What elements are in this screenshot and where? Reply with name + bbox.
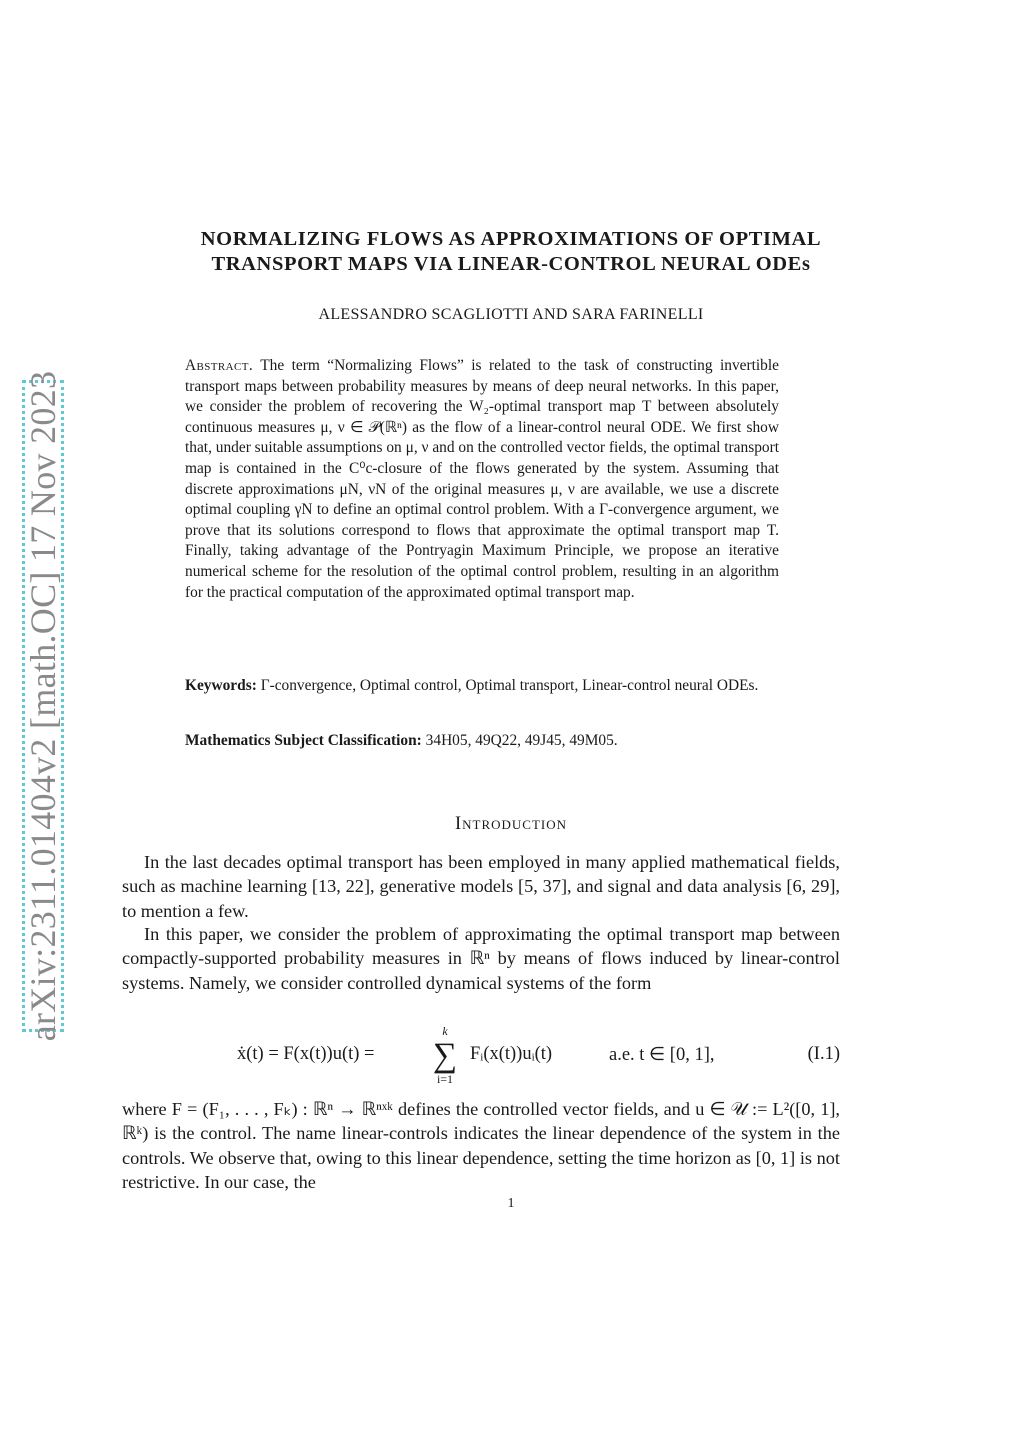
equation-number: (I.1) (807, 1044, 840, 1064)
paper-title (120, 227, 902, 277)
sum-lower-limit: i=1 (436, 1072, 454, 1086)
msc-label: Mathematics Subject Classification: (185, 732, 422, 749)
intro-paragraph-1: In the last decades optimal transport has been employed in many applied mathematical fields, such as machine learning [13, 22], generative models [5, 37], and signal and data analysis [6, 29], to mention a few. (122, 852, 840, 921)
section-title: Introduction (454, 814, 568, 834)
keywords-text: Γ-convergence, Optimal control, Optimal transport, Linear-control neural ODEs. (260, 677, 759, 694)
keywords (185, 676, 779, 697)
title-line-1: NORMALIZING FLOWS AS APPROXIMATIONS OF OPTIMAL (200, 228, 822, 250)
equation-rhs: Fᵢ(x(t))uᵢ(t) (470, 1044, 553, 1064)
keywords-label: Keywords: (185, 677, 257, 694)
page-number: 1 (507, 1196, 515, 1211)
msc-classification (185, 731, 779, 752)
arxiv-identifier[interactable]: arXiv:2311.01404v2 [math.OC] 17 Nov 2023 (23, 370, 63, 1042)
summation (425, 1024, 465, 1087)
sum-symbol: ∑ (432, 1037, 458, 1074)
authors: ALESSANDRO SCAGLIOTTI AND SARA FARINELLI (318, 306, 704, 323)
sum-upper-limit: k (442, 1024, 448, 1038)
equation-condition: a.e. t ∈ [0, 1], (609, 1045, 715, 1065)
title-line-2: TRANSPORT MAPS VIA LINEAR-CONTROL NEURAL ODEs (211, 253, 811, 275)
msc-text: 34H05, 49Q22, 49J45, 49M05. (425, 732, 618, 749)
intro-paragraph-3: where F = (F₁, . . . , Fₖ) : ℝⁿ → ℝⁿˣᵏ defines the controlled vector fields, and u ∈ 𝒰 := L²([0, 1], ℝᵏ) is the control. The name linear-controls indicates the linear dependence of the system in the controls. We observe that, owing to this linear dependence, setting the time horizon as [0, 1] is not restrictive. In our case, the (122, 1099, 840, 1192)
abstract-text: The term “Normalizing Flows” is related to the task of constructing invertible transport maps between probability measures by means of deep neural networks. In this paper, we consider the problem of recovering the W₂-optimal transport map T between absolutely continuous measures μ, ν ∈ 𝒫(ℝⁿ) as the flow of a linear-control neural ODE. We first show that, under suitable assumptions on μ, ν and on the controlled vector fields, the optimal transport map is contained in the C⁰c-closure of the flows generated by the system. Assuming that discrete approximations μN, νN of the original measures μ, ν are available, we use a discrete optimal coupling γN to define an optimal control problem. With a Γ-convergence argument, we prove that its solutions correspond to flows that approximate the optimal transport map T. Finally, taking advantage of the Pontryagin Maximum Principle, we propose an iterative numerical scheme for the resolution of the optimal control problem, resulting in an algorithm for the practical computation of the approximated optimal transport map. (185, 357, 779, 601)
abstract (185, 356, 779, 603)
equation-i1 (122, 1024, 840, 1094)
intro-paragraph-2: In this paper, we consider the problem of approximating the optimal transport map between compactly-supported probability measures in ℝⁿ by means of flows induced by linear-control systems. Namely, we consider controlled dynamical systems of the form (122, 924, 840, 993)
equation-lhs: ẋ(t) = F(x(t))u(t) = (237, 1044, 375, 1064)
abstract-label: Abstract. (185, 357, 254, 374)
